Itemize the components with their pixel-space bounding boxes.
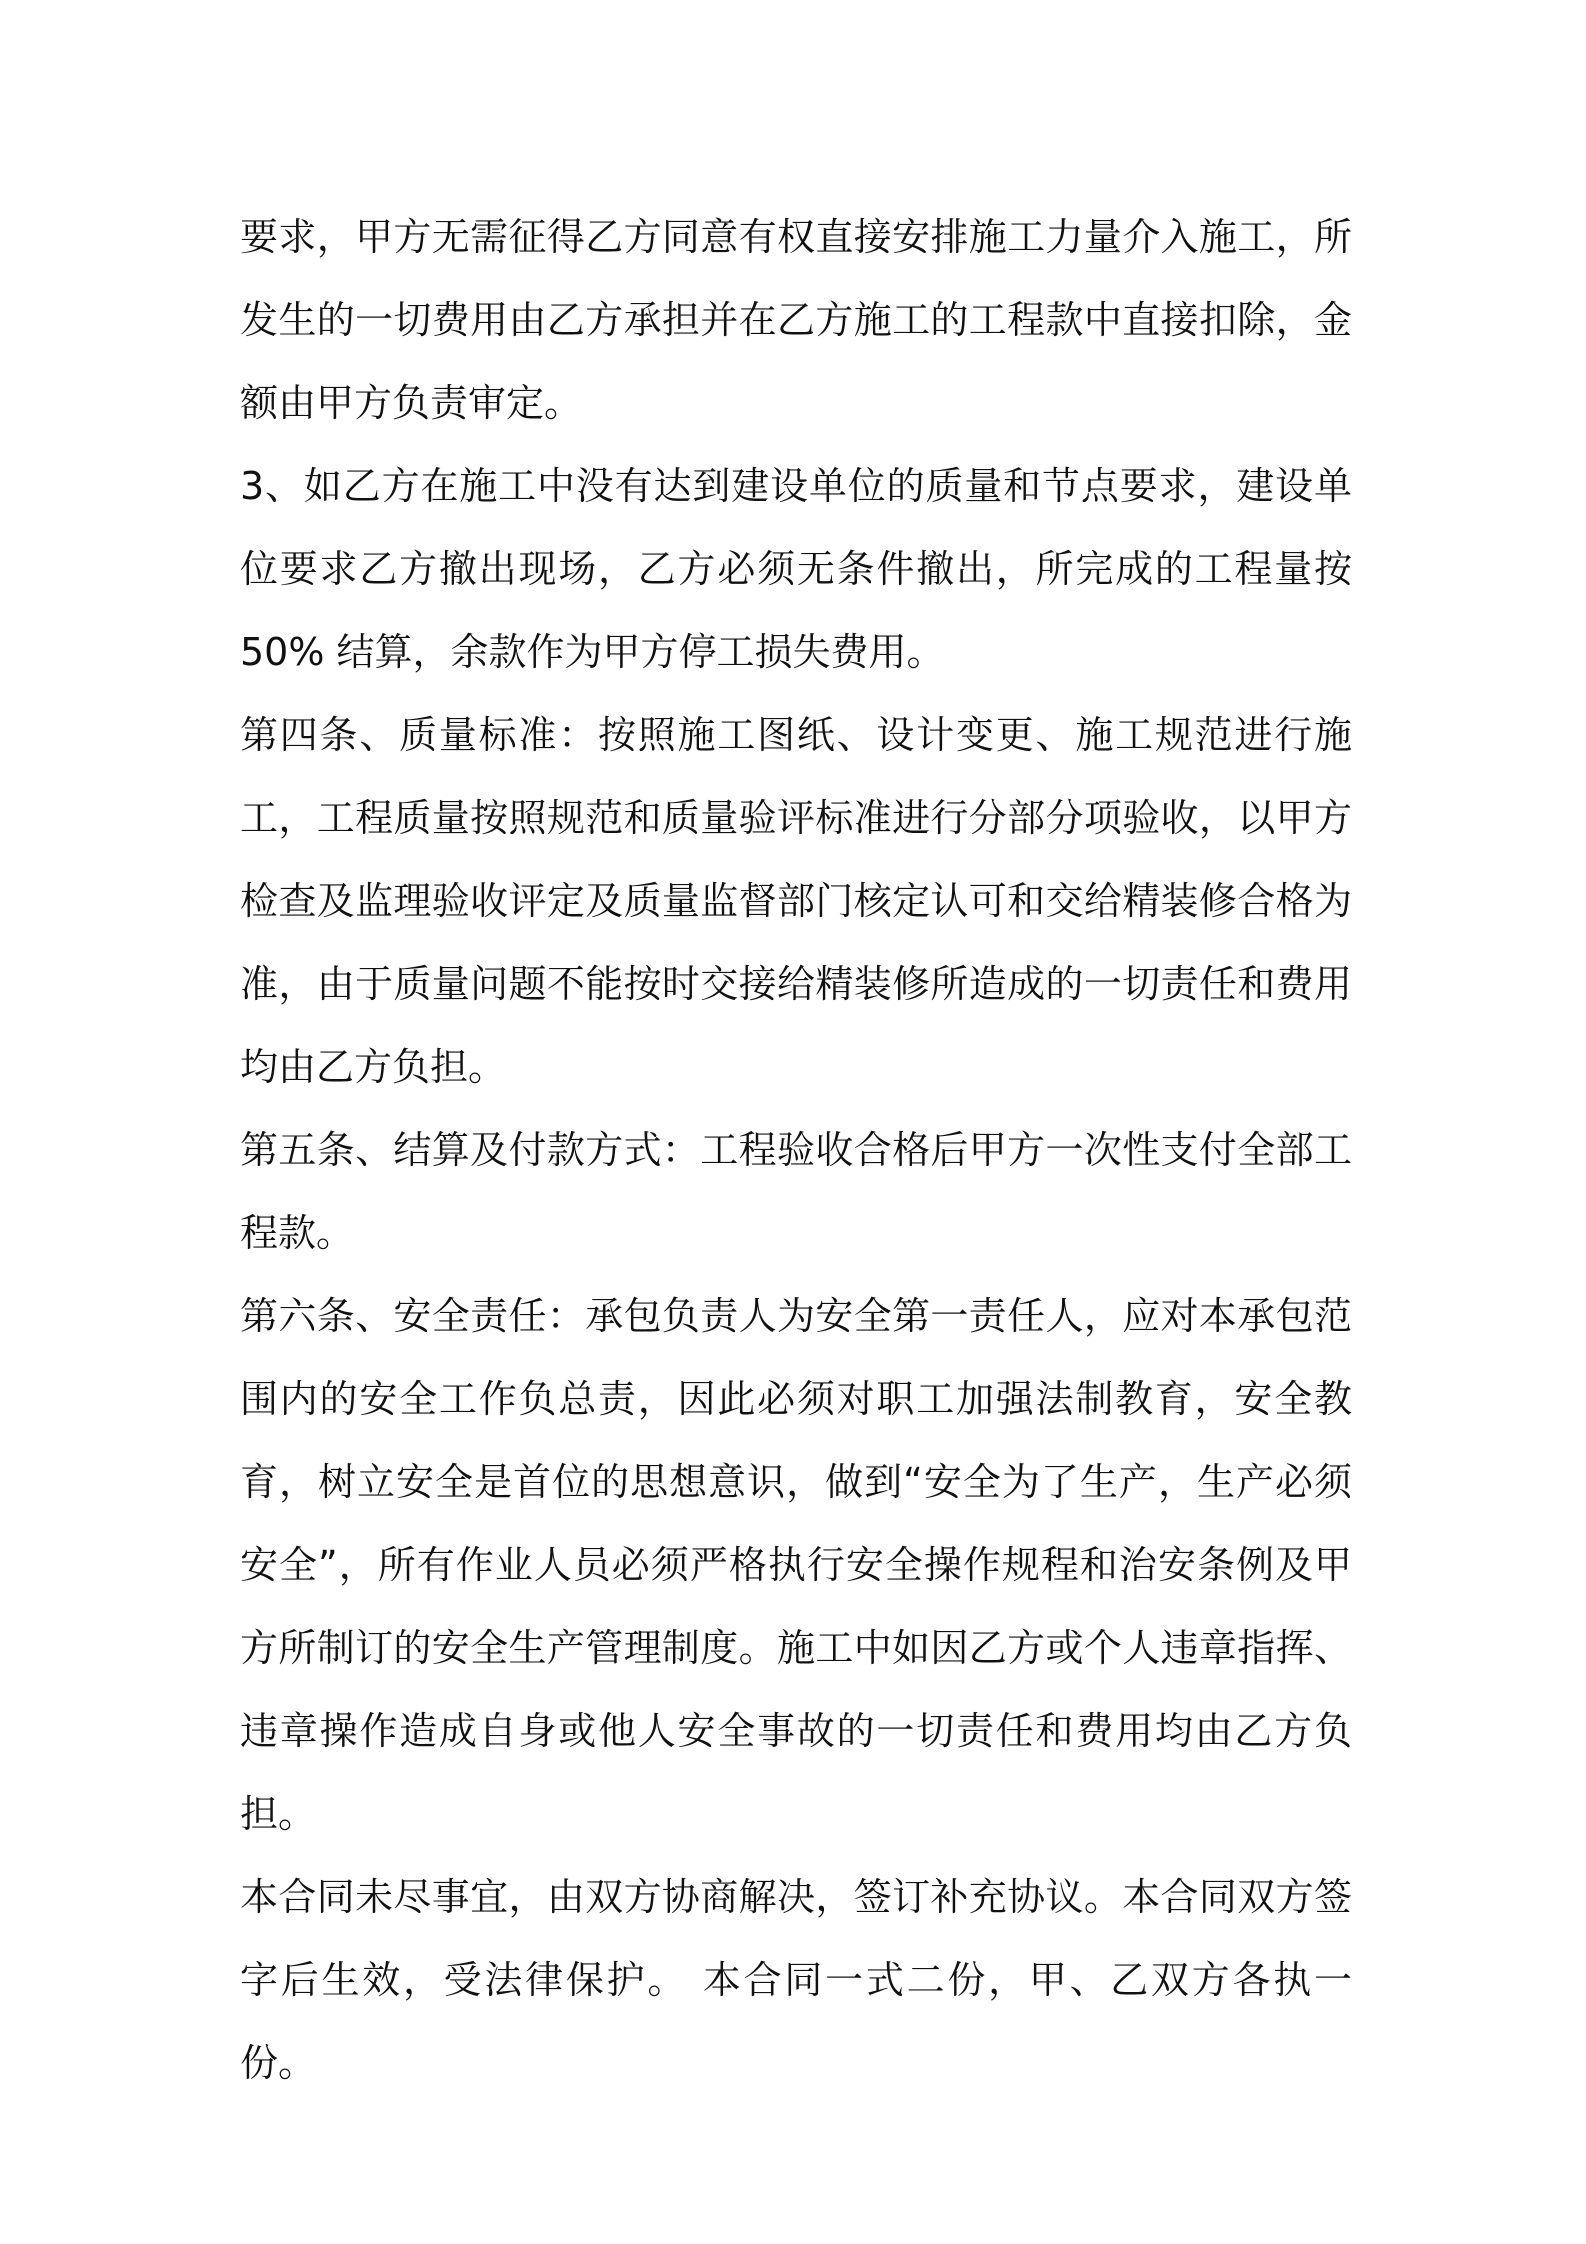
paragraph-article-6-safety: 第六条、安全责任：承包负责人为安全第一责任人，应对本承包范围内的安全工作负总责，因此必须对职工加强法制教育，安全教育，树立安全是首位的思想意识，做到“安全为了生产，生产必须安全”，所有作业人员必须严格执行安全操作规程和治安条例及甲方所制订的安全生产管理制度。施工中如因乙方或个人违章指挥、违章操作造成自身或他人安全事故的一切责任和费用均由乙方负担。 xyxy=(240,1294,1352,1836)
paragraph-clause-3-withdrawal: 3、如乙方在施工中没有达到建设单位的质量和节点要求，建设单位要求乙方撤出现场，乙方必须无条件撤出，所完成的工程量按 50% 结算，余款作为甲方停工损失费用。 xyxy=(240,464,1352,674)
paragraph-demand-intervention: 要求，甲方无需征得乙方同意有权直接安排施工力量介入施工，所发生的一切费用由乙方承担并在乙方施工的工程款中直接扣除，金额由甲方负责审定。 xyxy=(240,215,1352,425)
document-body xyxy=(240,196,1352,2105)
paragraph-article-4-quality: 第四条、质量标准：按照施工图纸、设计变更、施工规范进行施工，工程质量按照规范和质量验评标准进行分部分项验收，以甲方检查及监理验收评定及质量监督部门核定认可和交给精装修合格为准，由于质量问题不能按时交接给精装修所造成的一切责任和费用均由乙方负担。 xyxy=(240,713,1352,1089)
paragraph-article-5-payment: 第五条、结算及付款方式：工程验收合格后甲方一次性支付全部工程款。 xyxy=(240,1128,1352,1255)
paragraph-closing-terms: 本合同未尽事宜，由双方协商解决，签订补充协议。本合同双方签字后生效，受法律保护。 本合同一式二份，甲、乙双方各执一份。 xyxy=(240,1875,1352,2085)
